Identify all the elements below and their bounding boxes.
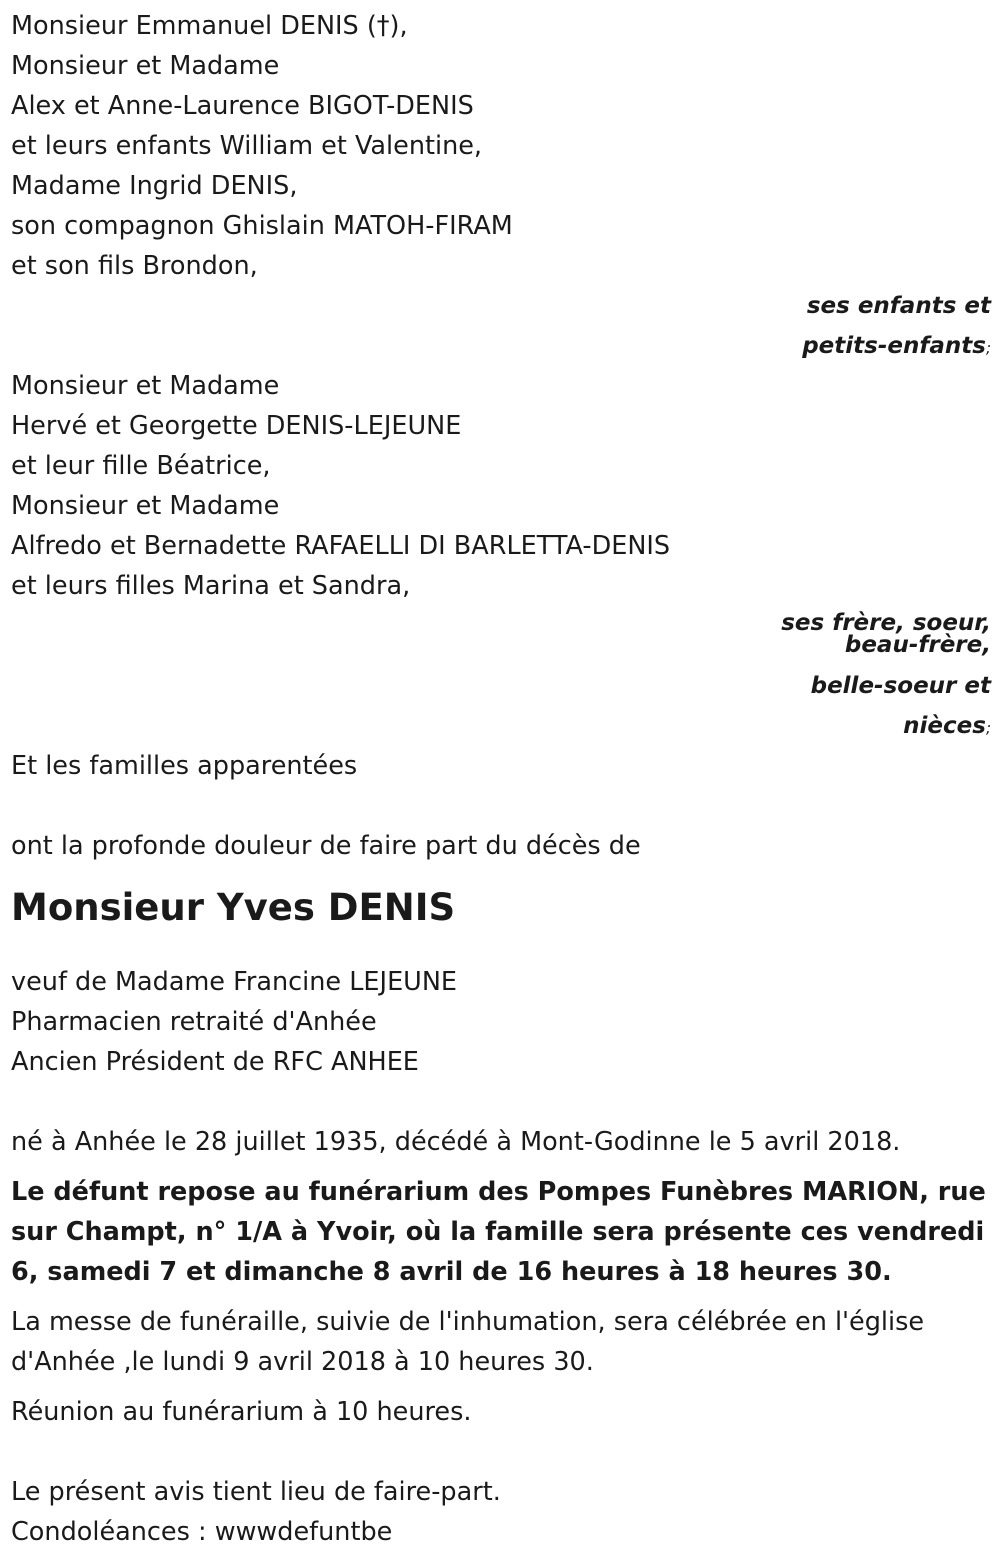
siblings-list bbox=[11, 366, 991, 606]
family-line: et leurs filles Marina et Sandra, bbox=[11, 571, 411, 601]
role-line: petits-enfants; bbox=[802, 333, 991, 359]
notice-line: Le présent avis tient lieu de faire-part. bbox=[11, 1477, 501, 1507]
mass-info: La messe de funéraille, suivie de l'inhumation, sera célébrée en l'église d'Anhée ,le lundi 9 avril 2018 à 10 heures 30. bbox=[11, 1307, 925, 1377]
role-line: ses enfants et bbox=[806, 293, 991, 319]
detail-line: veuf de Madame Francine LEJEUNE bbox=[11, 967, 458, 997]
announcement: ont la profonde douleur de faire part du décès de bbox=[11, 831, 641, 861]
obituary-notice bbox=[11, 6, 991, 1552]
children-list bbox=[11, 6, 991, 286]
role-separator: ; bbox=[985, 339, 991, 357]
role-line: belle-soeur et bbox=[810, 673, 991, 699]
siblings-role bbox=[11, 612, 991, 746]
role-separator: ; bbox=[985, 719, 991, 737]
detail-line: Ancien Président de RFC ANHEE bbox=[11, 1047, 419, 1077]
deceased-name: Monsieur Yves DENIS bbox=[11, 886, 456, 929]
deceased-details bbox=[11, 962, 991, 1082]
funerarium-info: Le défunt repose au funérarium des Pompes Funèbres MARION, rue sur Champt, n° 1/A à Yvoir, où la famille sera présente ces vendredi 6, samedi 7 et dimanche 8 avril de 16 heures à 18 heures 30. bbox=[11, 1177, 986, 1287]
family-line: son compagnon Ghislain MATOH-FIRAM bbox=[11, 211, 513, 241]
meeting-info: Réunion au funérarium à 10 heures. bbox=[11, 1397, 472, 1427]
birth-death-dates: né à Anhée le 28 juillet 1935, décédé à Mont-Godinne le 5 avril 2018. bbox=[11, 1127, 901, 1157]
family-line: Hervé et Georgette DENIS-LEJEUNE bbox=[11, 411, 462, 441]
family-line: et leur fille Béatrice, bbox=[11, 451, 271, 481]
family-line: et son fils Brondon, bbox=[11, 251, 258, 281]
detail-line: Pharmacien retraité d'Anhée bbox=[11, 1007, 377, 1037]
family-line: Monsieur et Madame bbox=[11, 371, 280, 401]
role-line: beau-frère, bbox=[844, 632, 991, 658]
family-line: et leurs enfants William et Valentine, bbox=[11, 131, 483, 161]
condolences-line: Condoléances : wwwdefuntbe bbox=[11, 1517, 393, 1547]
family-line: Monsieur et Madame bbox=[11, 51, 280, 81]
family-line: Monsieur Emmanuel DENIS (†), bbox=[11, 11, 408, 41]
family-line: Alex et Anne-Laurence BIGOT-DENIS bbox=[11, 91, 474, 121]
role-line: ses frère, soeur, bbox=[781, 610, 991, 636]
family-line: Alfredo et Bernadette RAFAELLI DI BARLETTA-DENIS bbox=[11, 531, 671, 561]
family-line: Monsieur et Madame bbox=[11, 491, 280, 521]
families-line: Et les familles apparentées bbox=[11, 751, 358, 781]
children-role bbox=[11, 286, 991, 366]
role-line: nièces; bbox=[903, 713, 991, 739]
family-line: Madame Ingrid DENIS, bbox=[11, 171, 298, 201]
